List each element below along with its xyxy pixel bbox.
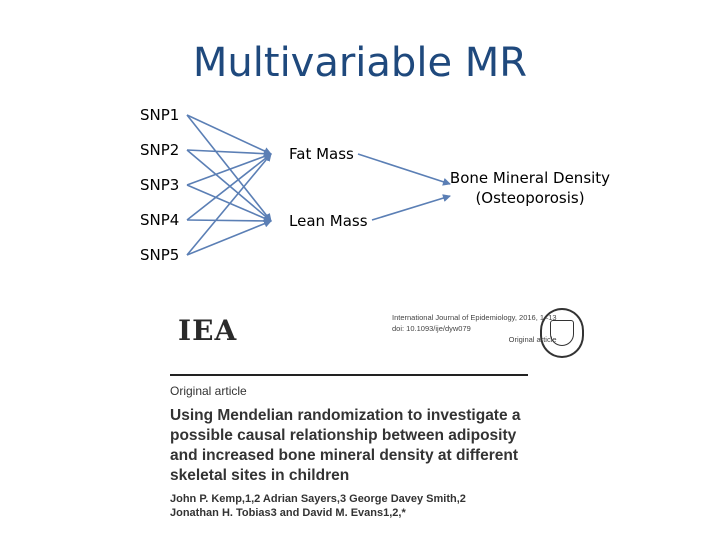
article-title: Using Mendelian randomization to investigate a possible causal relationship between adiposity and increased bone mineral density at different skeletal sites in children (170, 407, 521, 484)
snp-label: SNP3 (140, 176, 180, 194)
arrow-lean-bmd (372, 196, 450, 220)
authors-line-2: Jonathan H. Tobias3 and David M. Evans1,2,* (170, 507, 406, 519)
university-seal-icon (540, 308, 584, 358)
snp-label: SNP2 (140, 141, 180, 159)
journal-type: Original article (508, 335, 557, 344)
snp-label: SNP4 (140, 211, 180, 229)
journal-logo: IEA (178, 314, 238, 347)
slide-title: Multivariable MR (192, 40, 528, 86)
seal-shield-icon (550, 320, 574, 346)
arrow-snp2-fat (187, 150, 271, 154)
divider (170, 374, 528, 376)
journal-meta (392, 312, 557, 345)
arrow-snp1-fat (187, 115, 271, 154)
outcome-line-2: (Osteoporosis) (475, 189, 585, 207)
snp-label: SNP5 (140, 246, 180, 264)
journal-citation: International Journal of Epidemiology, 2016, 1–13 (392, 313, 557, 322)
arrow-fat-bmd (358, 154, 450, 184)
authors-line-1: John P. Kemp,1,2 Adrian Sayers,3 George Davey Smith,2 (170, 493, 466, 505)
exposure-lean-mass: Lean Mass (289, 212, 368, 230)
snp-label: SNP1 (140, 106, 180, 124)
arrow-snp3-lean (187, 185, 271, 221)
journal-doi: doi: 10.1093/ije/dyw079 (392, 324, 471, 333)
arrow-snp4-lean (187, 220, 271, 221)
arrow-snp5-lean (187, 221, 271, 255)
exposure-fat-mass: Fat Mass (289, 145, 354, 163)
section-label: Original article (170, 384, 247, 398)
outcome-line-1: Bone Mineral Density (449, 169, 611, 187)
article-authors (170, 492, 550, 520)
paper-clipping (160, 300, 590, 540)
